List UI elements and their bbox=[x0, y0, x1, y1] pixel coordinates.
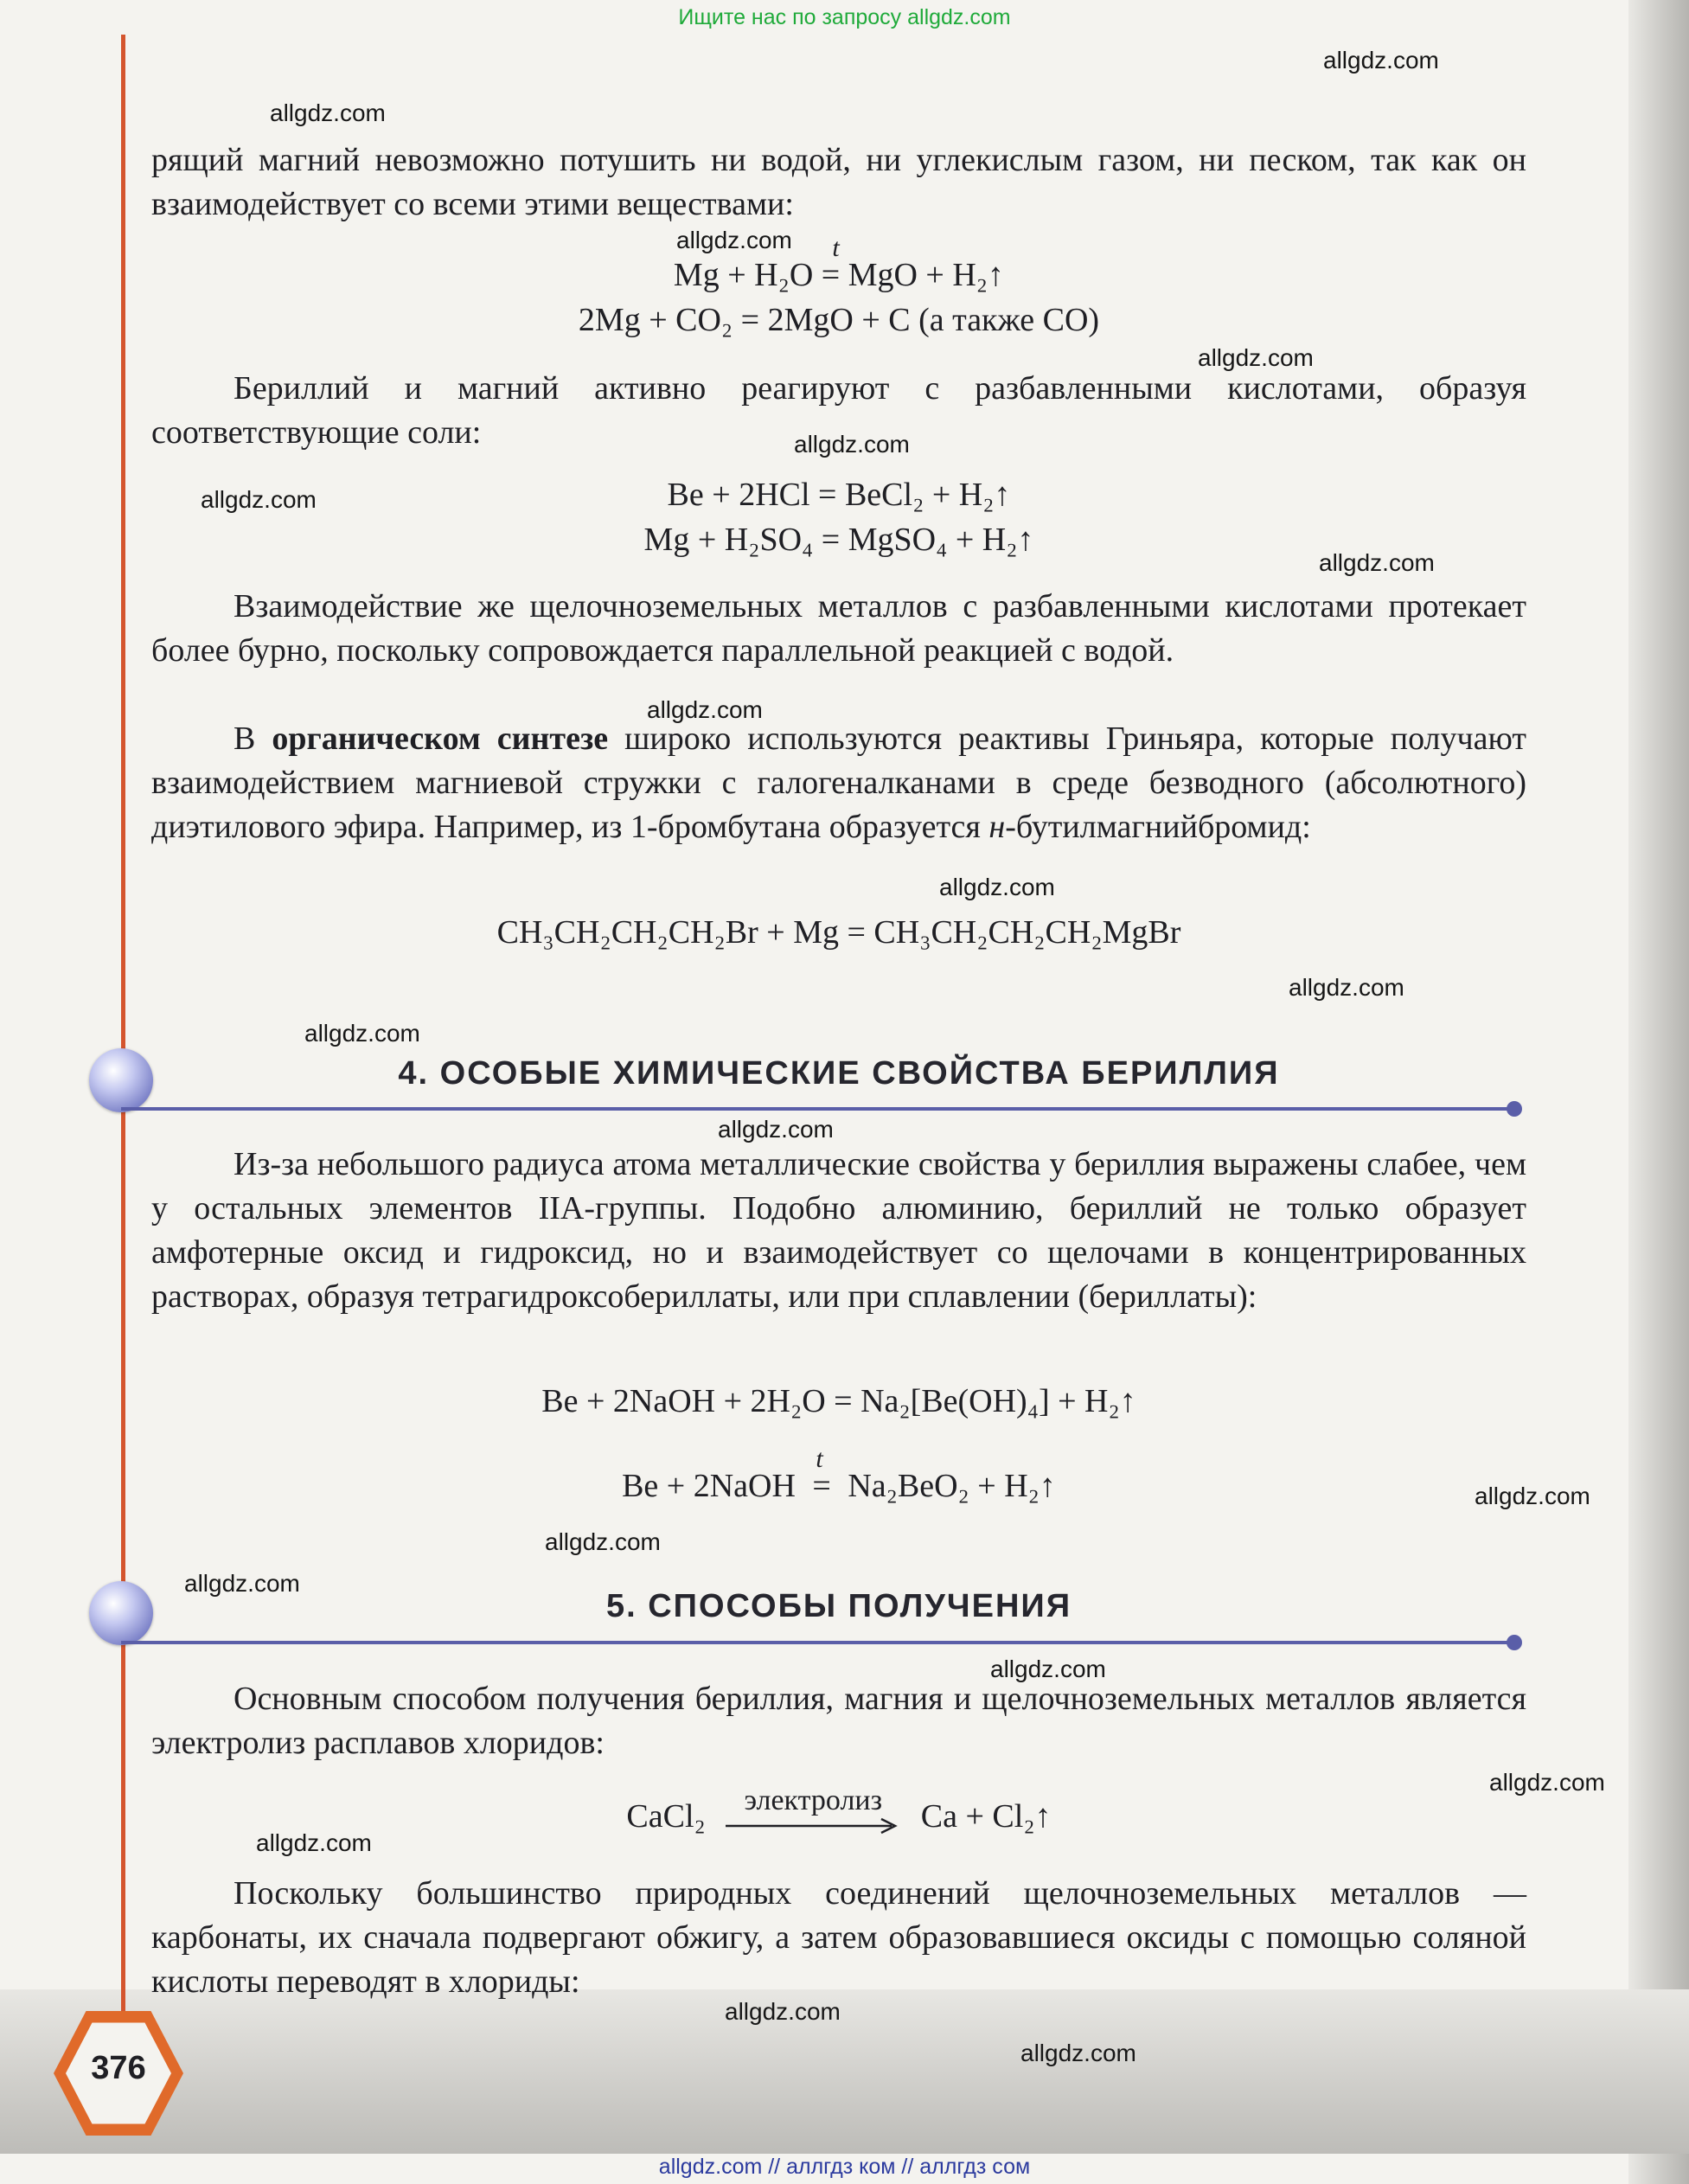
top-notice[interactable]: Ищите нас по запросу allgdz.com bbox=[678, 5, 1011, 29]
equation-3: Be + 2HCl = BeCl₂ + H₂↑ bbox=[667, 477, 1011, 513]
watermark: allgdz.com bbox=[270, 99, 386, 126]
paragraph-2: Бериллий и магний активно реагируют с разбавленными кислотами, образуя соответствующие соли: bbox=[151, 370, 1526, 451]
equation-5: CH₃CH₂CH₂CH₂Br + Mg = CH₃CH₂CH₂CH₂MgBr bbox=[496, 914, 1181, 951]
equation-7: Be + 2NaOH = t Na₂BeO₂ + H₂↑ bbox=[622, 1444, 1056, 1504]
rule-end-dot bbox=[1507, 1635, 1522, 1650]
electrolysis-label: электролиз bbox=[744, 1784, 883, 1817]
watermark: allgdz.com bbox=[990, 1656, 1106, 1682]
watermark: allgdz.com bbox=[304, 1020, 420, 1047]
watermark: allgdz.com bbox=[939, 874, 1055, 900]
bold-term: органическом синтезе bbox=[272, 721, 609, 757]
watermark: allgdz.com bbox=[725, 1998, 841, 2025]
bottom-footer[interactable]: allgdz.com // аллгдз ком // аллгдз сом bbox=[658, 2155, 1031, 2179]
section-orb bbox=[89, 1581, 153, 1645]
page-edge-shadow bbox=[1628, 0, 1689, 2184]
watermark: allgdz.com bbox=[647, 696, 763, 723]
watermark: allgdz.com bbox=[1289, 974, 1404, 1001]
equation-1: Mg + H₂O = MgO + H₂↑ t bbox=[673, 234, 1005, 293]
page-number: 376 bbox=[91, 2050, 146, 2086]
temperature-label: t bbox=[832, 234, 840, 262]
heading-rule bbox=[121, 1107, 1513, 1111]
watermark: allgdz.com bbox=[1323, 47, 1439, 74]
reaction-arrow-icon bbox=[722, 1809, 904, 1843]
paragraph-3: Взаимодействие же щелочноземельных металлов с разбавленными кислотами протекает более бурно, поскольку сопровождается параллельной реакцией с водой. bbox=[151, 588, 1526, 669]
watermark: allgdz.com bbox=[1198, 344, 1314, 371]
watermark: allgdz.com bbox=[794, 431, 910, 458]
watermark: allgdz.com bbox=[676, 227, 792, 253]
bottom-band bbox=[0, 1989, 1689, 2154]
watermark: allgdz.com bbox=[1020, 2040, 1136, 2066]
section-heading-5: 5. СПОСОБЫ ПОЛУЧЕНИЯ bbox=[605, 1588, 1072, 1624]
heading-rule bbox=[121, 1641, 1513, 1644]
equation-8: CaCl₂ электролиз Ca + Cl₂↑ bbox=[151, 1797, 1526, 1836]
watermark: allgdz.com bbox=[184, 1570, 300, 1597]
paragraph-7: Поскольку большинство природных соединений щелочноземельных металлов — карбонаты, их сначала подвергают обжигу, а затем образовавшиеся оксиды с помощью соляной кислоты переводят в хлориды: bbox=[151, 1875, 1526, 2000]
equation-6: Be + 2NaOH + 2H₂O = Na₂[Be(OH)₄] + H₂↑ bbox=[541, 1383, 1136, 1419]
watermark: allgdz.com bbox=[1319, 549, 1435, 576]
paragraph-1: рящий магний невозможно потушить ни водой, ни углекислым газом, ни песком, так как он взаимодействует со всеми этими веществами: bbox=[151, 142, 1526, 222]
watermark: allgdz.com bbox=[718, 1116, 834, 1143]
watermark: allgdz.com bbox=[545, 1528, 661, 1555]
equation-4: Mg + H₂SO₄ = MgSO₄ + H₂↑ bbox=[643, 522, 1034, 558]
section-heading-4: 4. ОСОБЫЕ ХИМИЧЕСКИЕ СВОЙСТВА БЕРИЛЛИЯ bbox=[398, 1055, 1280, 1092]
watermark: allgdz.com bbox=[201, 486, 317, 513]
paragraph-4: В органическом синтезе широко используются реактивы Гриньяра, которые получают взаимодействием магниевой стружки с галогеналканами в среде безводного (абсолютного) диэтилового эфира. Например, из 1-бромбутана образуется н-бутилмагнийбромид: bbox=[151, 721, 1526, 845]
watermark: allgdz.com bbox=[1489, 1769, 1605, 1796]
equation-2: 2Mg + CO₂ = 2MgO + C (а также CO) bbox=[578, 302, 1100, 338]
watermark: allgdz.com bbox=[1475, 1483, 1590, 1509]
watermark: allgdz.com bbox=[256, 1829, 372, 1856]
section-orb bbox=[89, 1048, 153, 1112]
paragraph-5: Из-за небольшого радиуса атома металлические свойства у бериллия выражены слабее, чем у остальных элементов IIA-группы. Подобно алюминию, бериллий не только образует амфотерные оксид и гидроксид, но и взаимодействует со щелочами в концентрированных растворах, образуя тетрагидроксобериллаты, или при сплавлении (бериллаты): bbox=[151, 1146, 1526, 1315]
temperature-label: t bbox=[816, 1444, 823, 1473]
margin-line bbox=[121, 35, 125, 2050]
paragraph-6: Основным способом получения бериллия, магния и щелочноземельных металлов является электролиз расплавов хлоридов: bbox=[151, 1681, 1526, 1761]
rule-end-dot bbox=[1507, 1101, 1522, 1117]
